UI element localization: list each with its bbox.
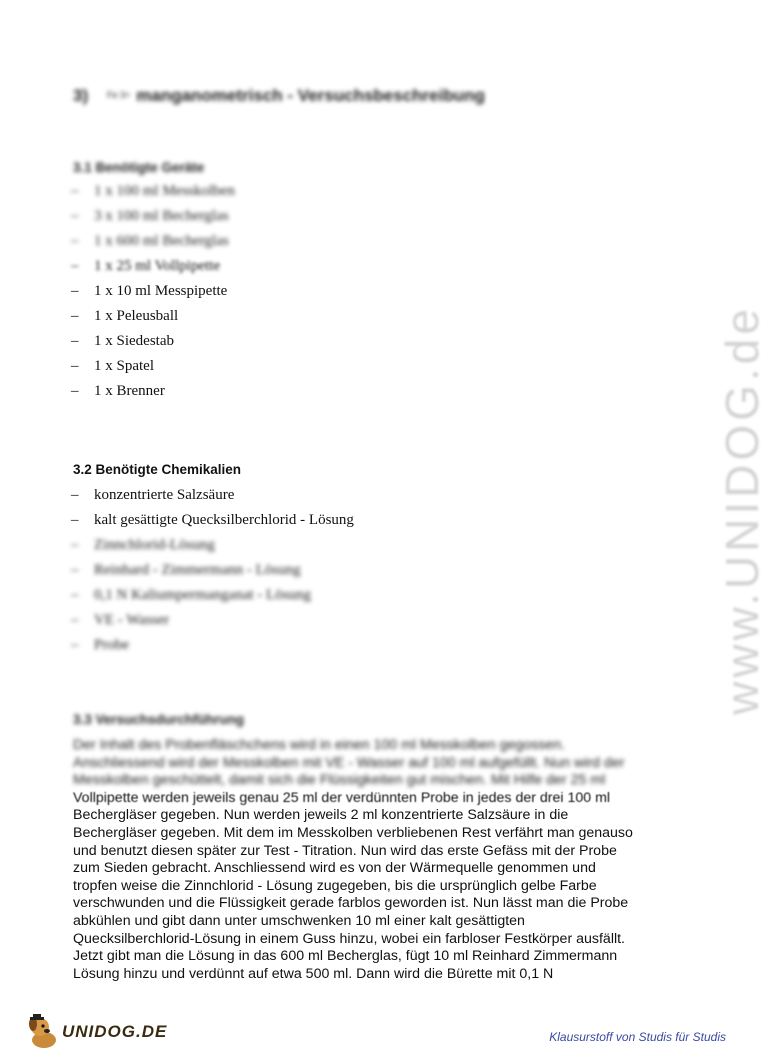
list-item: – 1 x Siedestab bbox=[71, 329, 235, 354]
heading-number: 3) bbox=[73, 86, 89, 105]
watermark: www.UNIDOG.de bbox=[716, 305, 768, 715]
paragraph-line: Bechergläser gegeben. Mit dem im Messkolben verbliebenen Rest verfährt man genauso bbox=[73, 824, 633, 841]
paragraph-line: zum Sieden gebracht. Anschliessend wird es von der Wärmequelle genommen und bbox=[73, 860, 596, 877]
paragraph-line: Anschliessend wird der Messkolben mit VE - Wasser auf 100 ml aufgefüllt. Nun wird der bbox=[73, 754, 625, 771]
paragraph-line: Bechergläser gegeben. Nun werden jeweils 2 ml konzentrierte Salzsäure in die bbox=[73, 807, 569, 824]
section-devices-title: 3.1 Benötigte Geräte bbox=[73, 160, 205, 175]
paragraph-line: Messkolben geschüttelt, damit sich die Flüssigkeiten gut mischen. Mit Hilfe der 25 ml bbox=[73, 772, 606, 789]
list-item: – 1 x 100 ml Messkolben bbox=[71, 179, 235, 204]
paragraph-line: verschwunden und die Flüssigkeit gerade farblos geworden ist. Nun lässt man die Probe bbox=[73, 895, 629, 912]
paragraph-line: tropfen weise die Zinnchlorid - Lösung zugegeben, bis die ursprünglich gelbe Farbe bbox=[73, 877, 597, 894]
list-item: – 1 x 25 ml Vollpipette bbox=[71, 254, 235, 279]
paragraph-line: Der Inhalt des Probenfläschchens wird in einen 100 ml Messkolben gegossen. bbox=[73, 737, 566, 753]
dog-icon bbox=[24, 1014, 62, 1050]
list-item: – Zinnchlorid-Lösung bbox=[71, 533, 354, 558]
paragraph-line: Vollpipette werden jeweils genau 25 ml der verdünnten Probe in jedes der drei 100 ml bbox=[73, 789, 611, 806]
list-item: – 1 x Peleusball bbox=[71, 304, 235, 329]
list-item: – 1 x Spatel bbox=[71, 354, 235, 379]
heading-fe-label: Fe 3+ bbox=[107, 90, 131, 100]
page-heading bbox=[73, 86, 485, 106]
list-item: – Probe bbox=[71, 633, 354, 658]
devices-list bbox=[71, 179, 235, 404]
logo-text: UNIDOG.DE bbox=[62, 1022, 168, 1041]
list-item: – kalt gesättigte Quecksilberchlorid - Lösung bbox=[71, 508, 354, 533]
list-item: – 3 x 100 ml Becherglas bbox=[71, 204, 235, 229]
list-item: – 0,1 N Kaliumpermanganat - Lösung bbox=[71, 583, 354, 608]
paragraph-line: Jetzt gibt man die Lösung in das 600 ml Becherglas, fügt 10 ml Reinhard Zimmermann bbox=[73, 948, 618, 965]
paragraph-line: und benutzt diesen später zur Test - Titration. Nun wird das erste Gefäss mit der Probe bbox=[73, 842, 617, 859]
section-chemicals-title: 3.2 Benötigte Chemikalien bbox=[73, 462, 242, 477]
heading-title: manganometrisch - Versuchsbeschreibung bbox=[136, 86, 485, 105]
procedure-paragraph bbox=[73, 737, 673, 983]
footer-tagline: Klausurstoff von Studis für Studis bbox=[549, 1030, 726, 1044]
paragraph-line: abkühlen und gibt dann unter umschwenken 10 ml einer kalt gesättigten bbox=[73, 912, 525, 929]
unidog-logo bbox=[24, 1014, 174, 1050]
section-procedure-title: 3.3 Versuchsdurchführung bbox=[73, 712, 245, 727]
paragraph-line: Quecksilberchlorid-Lösung in einem Guss hinzu, wobei ein farbloser Festkörper ausfällt. bbox=[73, 930, 626, 947]
paragraph-line: Lösung hinzu und verdünnt auf etwa 500 ml. Dann wird die Bürette mit 0,1 N bbox=[73, 965, 554, 982]
list-item: – Reinhard - Zimmermann - Lösung bbox=[71, 558, 354, 583]
list-item: – 1 x 10 ml Messpipette bbox=[71, 279, 235, 304]
list-item: – 1 x Brenner bbox=[71, 379, 235, 404]
list-item: – VE - Wasser bbox=[71, 608, 354, 633]
list-item: – konzentrierte Salzsäure bbox=[71, 483, 354, 508]
chemicals-list bbox=[71, 483, 354, 658]
list-item: – 1 x 600 ml Becherglas bbox=[71, 229, 235, 254]
